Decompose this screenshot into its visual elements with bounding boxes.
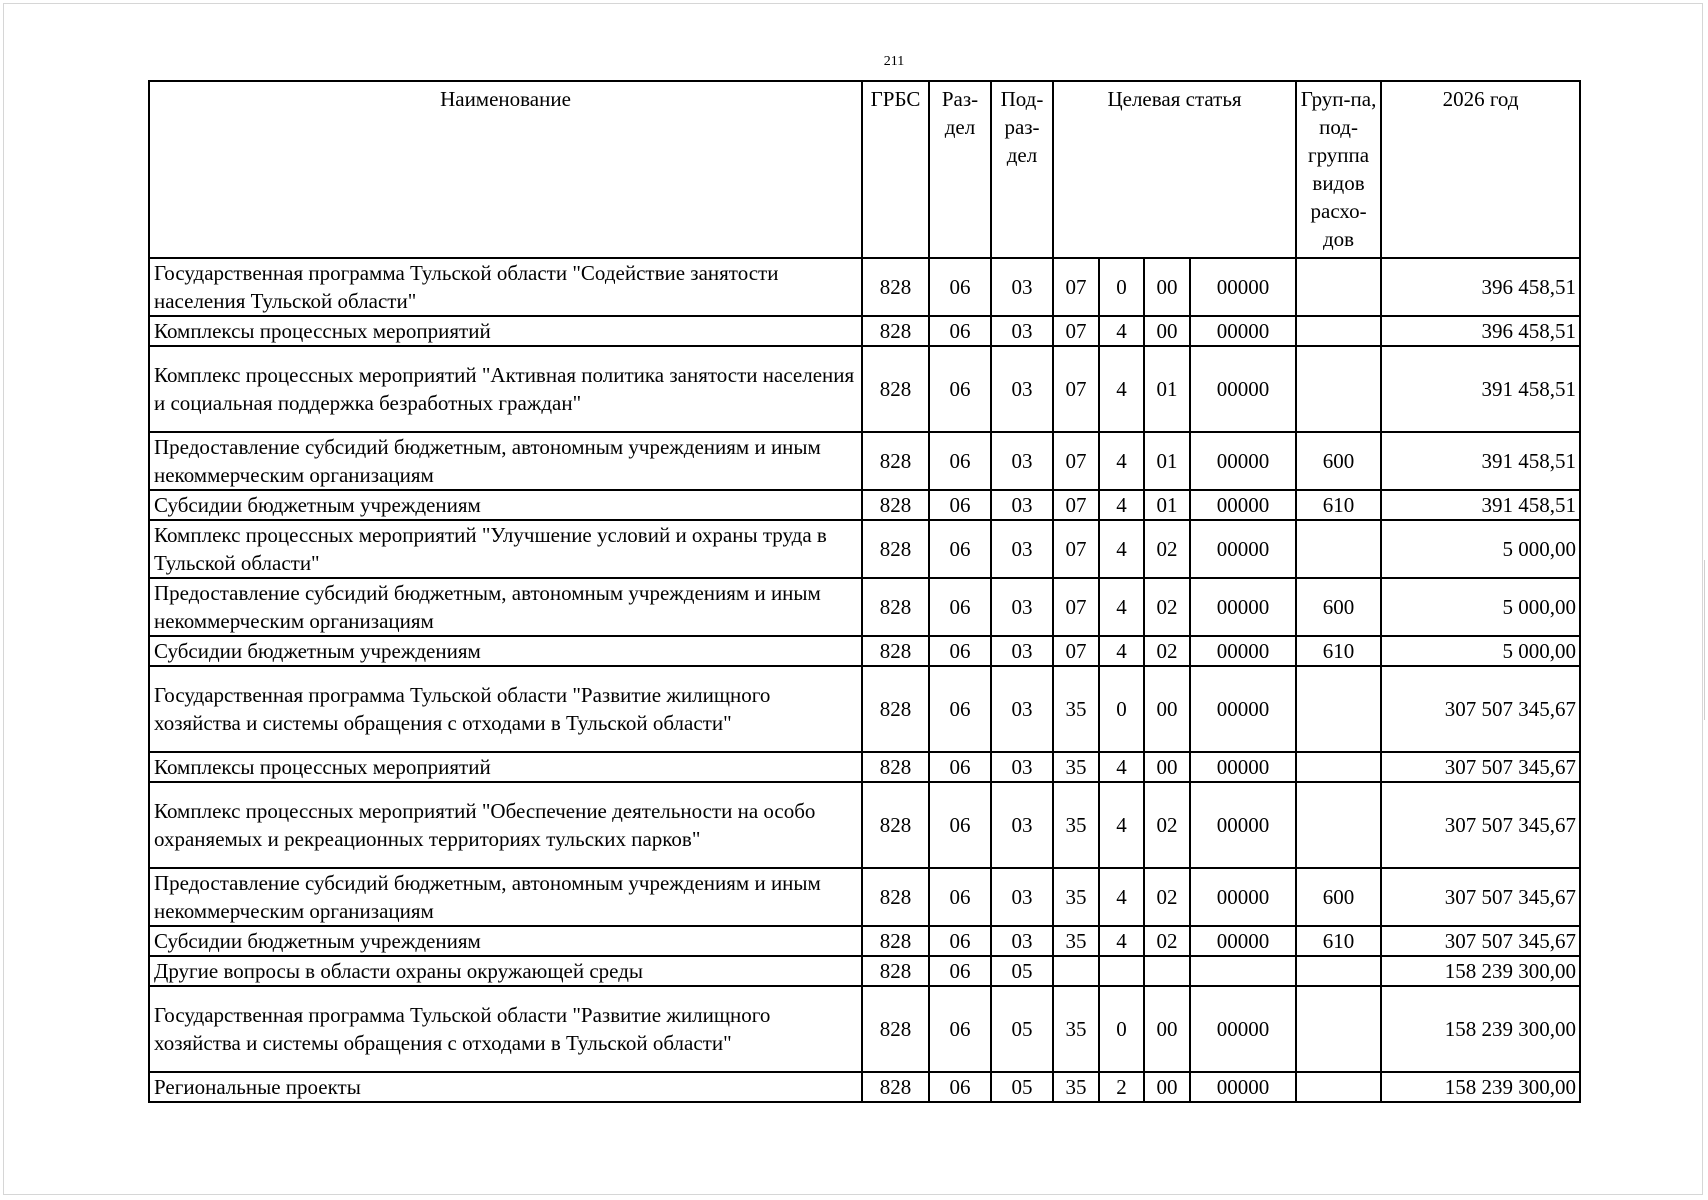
row-grbs: 828 bbox=[862, 636, 929, 666]
row-target-program: 07 bbox=[1053, 346, 1099, 432]
row-target-sub: 02 bbox=[1144, 636, 1190, 666]
table-row bbox=[149, 666, 1580, 752]
row-name: Государственная программа Тульской области "Содействие занятости населения Тульской области" bbox=[149, 258, 862, 316]
row-target-sub: 00 bbox=[1144, 666, 1190, 752]
header-section: Раз-дел bbox=[929, 81, 991, 258]
row-target-direction: 00000 bbox=[1190, 490, 1296, 520]
row-target-direction: 00000 bbox=[1190, 1072, 1296, 1102]
row-target-program: 07 bbox=[1053, 578, 1099, 636]
row-section: 06 bbox=[929, 346, 991, 432]
row-section: 06 bbox=[929, 636, 991, 666]
row-grbs: 828 bbox=[862, 782, 929, 868]
row-amount: 307 507 345,67 bbox=[1381, 666, 1580, 752]
table-row bbox=[149, 432, 1580, 490]
row-grbs: 828 bbox=[862, 432, 929, 490]
table-row bbox=[149, 956, 1580, 986]
row-expense-group: 610 bbox=[1296, 926, 1381, 956]
row-amount: 396 458,51 bbox=[1381, 316, 1580, 346]
row-grbs: 828 bbox=[862, 316, 929, 346]
row-target-type: 0 bbox=[1099, 986, 1144, 1072]
row-target-type: 0 bbox=[1099, 258, 1144, 316]
row-subsection: 03 bbox=[991, 432, 1053, 490]
row-grbs: 828 bbox=[862, 490, 929, 520]
row-name: Предоставление субсидий бюджетным, автономным учреждениям и иным некоммерческим организациям bbox=[149, 432, 862, 490]
row-subsection: 03 bbox=[991, 666, 1053, 752]
row-target-program: 07 bbox=[1053, 490, 1099, 520]
row-expense-group bbox=[1296, 986, 1381, 1072]
row-target-program: 07 bbox=[1053, 636, 1099, 666]
row-amount: 158 239 300,00 bbox=[1381, 1072, 1580, 1102]
row-subsection: 03 bbox=[991, 346, 1053, 432]
row-grbs: 828 bbox=[862, 666, 929, 752]
scan-edge-line bbox=[1704, 560, 1705, 720]
row-grbs: 828 bbox=[862, 520, 929, 578]
row-subsection: 03 bbox=[991, 752, 1053, 782]
row-target-program: 07 bbox=[1053, 316, 1099, 346]
row-target-sub: 02 bbox=[1144, 578, 1190, 636]
row-amount: 5 000,00 bbox=[1381, 578, 1580, 636]
table-row bbox=[149, 258, 1580, 316]
row-expense-group: 600 bbox=[1296, 868, 1381, 926]
row-section: 06 bbox=[929, 986, 991, 1072]
row-amount: 5 000,00 bbox=[1381, 520, 1580, 578]
row-target-direction: 00000 bbox=[1190, 782, 1296, 868]
row-grbs: 828 bbox=[862, 346, 929, 432]
row-subsection: 03 bbox=[991, 490, 1053, 520]
table-row bbox=[149, 316, 1580, 346]
row-target-type: 4 bbox=[1099, 316, 1144, 346]
table-row bbox=[149, 986, 1580, 1072]
row-grbs: 828 bbox=[862, 956, 929, 986]
row-section: 06 bbox=[929, 666, 991, 752]
row-name: Предоставление субсидий бюджетным, автономным учреждениям и иным некоммерческим организациям bbox=[149, 868, 862, 926]
row-amount: 307 507 345,67 bbox=[1381, 868, 1580, 926]
table-row bbox=[149, 520, 1580, 578]
row-target-sub: 01 bbox=[1144, 346, 1190, 432]
row-name: Комплексы процессных мероприятий bbox=[149, 316, 862, 346]
row-subsection: 03 bbox=[991, 258, 1053, 316]
row-amount: 307 507 345,67 bbox=[1381, 926, 1580, 956]
row-grbs: 828 bbox=[862, 1072, 929, 1102]
row-amount: 158 239 300,00 bbox=[1381, 956, 1580, 986]
row-section: 06 bbox=[929, 578, 991, 636]
row-target-program: 07 bbox=[1053, 258, 1099, 316]
row-section: 06 bbox=[929, 432, 991, 490]
table-row bbox=[149, 636, 1580, 666]
row-target-program: 35 bbox=[1053, 752, 1099, 782]
row-target-sub: 02 bbox=[1144, 520, 1190, 578]
row-target-type: 4 bbox=[1099, 346, 1144, 432]
row-target-program: 35 bbox=[1053, 926, 1099, 956]
header-target-article: Целевая статья bbox=[1053, 81, 1296, 258]
row-target-type: 4 bbox=[1099, 490, 1144, 520]
row-section: 06 bbox=[929, 316, 991, 346]
row-subsection: 03 bbox=[991, 782, 1053, 868]
row-target-type: 4 bbox=[1099, 926, 1144, 956]
table-row bbox=[149, 752, 1580, 782]
header-year: 2026 год bbox=[1381, 81, 1580, 258]
header-expense-group: Груп-па, под-группа видов расхо-дов bbox=[1296, 81, 1381, 258]
row-target-sub: 00 bbox=[1144, 752, 1190, 782]
row-amount: 307 507 345,67 bbox=[1381, 752, 1580, 782]
row-target-direction: 00000 bbox=[1190, 752, 1296, 782]
row-name: Предоставление субсидий бюджетным, автономным учреждениям и иным некоммерческим организациям bbox=[149, 578, 862, 636]
header-row bbox=[149, 81, 1580, 258]
row-target-program: 35 bbox=[1053, 868, 1099, 926]
row-section: 06 bbox=[929, 752, 991, 782]
row-target-direction: 00000 bbox=[1190, 520, 1296, 578]
table-row bbox=[149, 926, 1580, 956]
table-row bbox=[149, 868, 1580, 926]
row-target-sub: 00 bbox=[1144, 316, 1190, 346]
row-target-program: 35 bbox=[1053, 782, 1099, 868]
row-target-program: 35 bbox=[1053, 666, 1099, 752]
row-amount: 158 239 300,00 bbox=[1381, 986, 1580, 1072]
row-expense-group bbox=[1296, 956, 1381, 986]
row-subsection: 03 bbox=[991, 636, 1053, 666]
row-name: Комплексы процессных мероприятий bbox=[149, 752, 862, 782]
row-section: 06 bbox=[929, 520, 991, 578]
row-expense-group: 610 bbox=[1296, 490, 1381, 520]
row-target-type: 4 bbox=[1099, 782, 1144, 868]
row-target-sub: 00 bbox=[1144, 1072, 1190, 1102]
row-section: 06 bbox=[929, 868, 991, 926]
row-target-sub: 00 bbox=[1144, 258, 1190, 316]
table-row bbox=[149, 490, 1580, 520]
row-target-sub bbox=[1144, 956, 1190, 986]
row-name: Субсидии бюджетным учреждениям bbox=[149, 490, 862, 520]
table-row bbox=[149, 346, 1580, 432]
row-subsection: 03 bbox=[991, 578, 1053, 636]
row-expense-group bbox=[1296, 316, 1381, 346]
row-grbs: 828 bbox=[862, 578, 929, 636]
row-target-direction: 00000 bbox=[1190, 636, 1296, 666]
row-amount: 391 458,51 bbox=[1381, 432, 1580, 490]
budget-table bbox=[148, 80, 1581, 1103]
row-subsection: 05 bbox=[991, 956, 1053, 986]
page-number: 211 bbox=[883, 54, 905, 69]
row-target-program: 07 bbox=[1053, 520, 1099, 578]
row-target-direction: 00000 bbox=[1190, 578, 1296, 636]
row-target-direction: 00000 bbox=[1190, 258, 1296, 316]
row-amount: 5 000,00 bbox=[1381, 636, 1580, 666]
row-target-type: 0 bbox=[1099, 666, 1144, 752]
row-target-direction: 00000 bbox=[1190, 346, 1296, 432]
row-amount: 396 458,51 bbox=[1381, 258, 1580, 316]
row-target-direction: 00000 bbox=[1190, 926, 1296, 956]
table-row bbox=[149, 782, 1580, 868]
row-expense-group bbox=[1296, 346, 1381, 432]
row-target-direction: 00000 bbox=[1190, 868, 1296, 926]
row-target-sub: 02 bbox=[1144, 926, 1190, 956]
row-target-type: 4 bbox=[1099, 752, 1144, 782]
row-grbs: 828 bbox=[862, 258, 929, 316]
row-target-sub: 01 bbox=[1144, 432, 1190, 490]
row-expense-group bbox=[1296, 258, 1381, 316]
row-subsection: 03 bbox=[991, 316, 1053, 346]
row-target-type: 4 bbox=[1099, 520, 1144, 578]
row-name: Другие вопросы в области охраны окружающей среды bbox=[149, 956, 862, 986]
row-expense-group: 610 bbox=[1296, 636, 1381, 666]
row-target-direction: 00000 bbox=[1190, 432, 1296, 490]
row-expense-group bbox=[1296, 666, 1381, 752]
row-name: Комплекс процессных мероприятий "Обеспечение деятельности на особо охраняемых и рекреационных территориях тульских парков" bbox=[149, 782, 862, 868]
row-target-sub: 01 bbox=[1144, 490, 1190, 520]
row-target-type: 4 bbox=[1099, 578, 1144, 636]
row-target-program: 35 bbox=[1053, 986, 1099, 1072]
row-name: Субсидии бюджетным учреждениям bbox=[149, 926, 862, 956]
row-target-program bbox=[1053, 956, 1099, 986]
row-amount: 391 458,51 bbox=[1381, 346, 1580, 432]
row-subsection: 03 bbox=[991, 868, 1053, 926]
row-target-program: 35 bbox=[1053, 1072, 1099, 1102]
row-subsection: 05 bbox=[991, 1072, 1053, 1102]
row-expense-group bbox=[1296, 782, 1381, 868]
row-section: 06 bbox=[929, 258, 991, 316]
row-name: Комплекс процессных мероприятий "Активная политика занятости населения и социальная поддержка безработных граждан" bbox=[149, 346, 862, 432]
row-target-direction: 00000 bbox=[1190, 316, 1296, 346]
table-row bbox=[149, 578, 1580, 636]
row-target-type: 2 bbox=[1099, 1072, 1144, 1102]
row-target-type bbox=[1099, 956, 1144, 986]
row-subsection: 03 bbox=[991, 520, 1053, 578]
row-section: 06 bbox=[929, 1072, 991, 1102]
row-section: 06 bbox=[929, 926, 991, 956]
row-target-direction: 00000 bbox=[1190, 986, 1296, 1072]
row-name: Региональные проекты bbox=[149, 1072, 862, 1102]
row-section: 06 bbox=[929, 490, 991, 520]
header-name: Наименование bbox=[149, 81, 862, 258]
table-row bbox=[149, 1072, 1580, 1102]
row-grbs: 828 bbox=[862, 986, 929, 1072]
row-name: Государственная программа Тульской области "Развитие жилищного хозяйства и системы обращения с отходами в Тульской области" bbox=[149, 986, 862, 1072]
row-subsection: 03 bbox=[991, 926, 1053, 956]
row-grbs: 828 bbox=[862, 752, 929, 782]
row-amount: 391 458,51 bbox=[1381, 490, 1580, 520]
row-amount: 307 507 345,67 bbox=[1381, 782, 1580, 868]
row-target-sub: 02 bbox=[1144, 868, 1190, 926]
row-target-type: 4 bbox=[1099, 868, 1144, 926]
row-name: Государственная программа Тульской области "Развитие жилищного хозяйства и системы обращения с отходами в Тульской области" bbox=[149, 666, 862, 752]
row-expense-group bbox=[1296, 752, 1381, 782]
row-name: Комплекс процессных мероприятий "Улучшение условий и охраны труда в Тульской области" bbox=[149, 520, 862, 578]
row-grbs: 828 bbox=[862, 868, 929, 926]
row-target-program: 07 bbox=[1053, 432, 1099, 490]
row-target-sub: 00 bbox=[1144, 986, 1190, 1072]
row-subsection: 05 bbox=[991, 986, 1053, 1072]
row-expense-group: 600 bbox=[1296, 432, 1381, 490]
row-name: Субсидии бюджетным учреждениям bbox=[149, 636, 862, 666]
row-grbs: 828 bbox=[862, 926, 929, 956]
header-grbs: ГРБС bbox=[862, 81, 929, 258]
row-target-direction: 00000 bbox=[1190, 666, 1296, 752]
row-section: 06 bbox=[929, 956, 991, 986]
header-subsection: Под-раз-дел bbox=[991, 81, 1053, 258]
row-expense-group bbox=[1296, 1072, 1381, 1102]
row-target-sub: 02 bbox=[1144, 782, 1190, 868]
row-expense-group: 600 bbox=[1296, 578, 1381, 636]
row-target-direction bbox=[1190, 956, 1296, 986]
row-section: 06 bbox=[929, 782, 991, 868]
row-target-type: 4 bbox=[1099, 432, 1144, 490]
row-target-type: 4 bbox=[1099, 636, 1144, 666]
row-expense-group bbox=[1296, 520, 1381, 578]
